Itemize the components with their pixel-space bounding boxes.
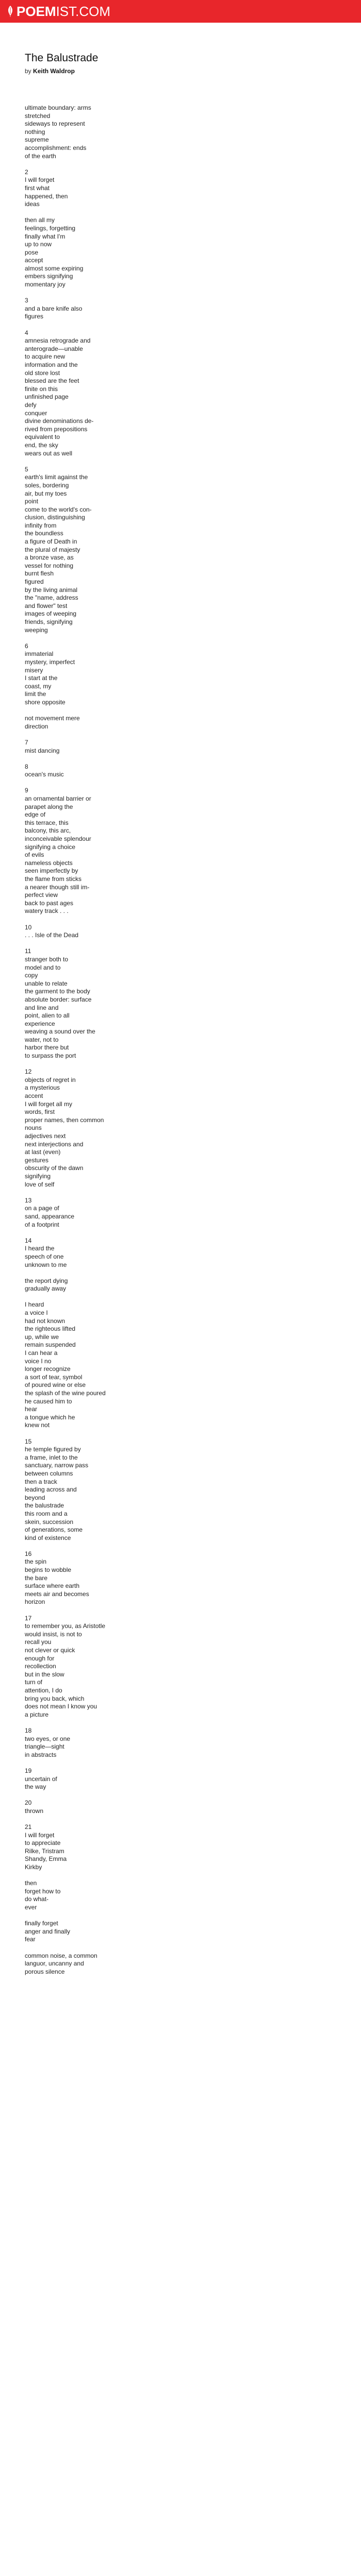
poem-stanza <box>25 104 334 160</box>
poem-line: Shandy, Emma <box>25 1855 67 1863</box>
poem-line: to appreciate <box>25 1839 61 1847</box>
poem-line: Rilke, Tristram <box>25 1847 64 1855</box>
poem-line: point, alien to all <box>25 1012 70 1020</box>
poem-line: longer recognize <box>25 1365 71 1373</box>
poem-line: edge of <box>25 811 46 819</box>
poem-line: bring you back, which <box>25 1694 85 1702</box>
poem-line: figured <box>25 578 44 586</box>
poem-line: finite on this <box>25 385 58 393</box>
poem-line: on a page of <box>25 1205 59 1212</box>
poem-stanza <box>25 947 334 1060</box>
poem-line: the garment to the body <box>25 988 90 995</box>
poem-stanza <box>25 1550 334 1606</box>
poem-line: 14 <box>25 1236 32 1244</box>
poem-line: 17 <box>25 1614 32 1622</box>
poem-stanza <box>25 1767 334 1791</box>
poem-line: between columns <box>25 1469 73 1477</box>
poem-stanza <box>25 1920 334 1944</box>
poem-line: then a track <box>25 1478 57 1485</box>
poem-line: but in the slow <box>25 1670 64 1678</box>
poem-line: anger and finally <box>25 1927 71 1935</box>
poem-stanza <box>25 1879 334 1911</box>
poem-line: shore opposite <box>25 698 65 706</box>
byline <box>25 67 334 75</box>
poem-line: and flower" test <box>25 602 68 609</box>
poem-line: ideas <box>25 200 40 208</box>
poem-line: 12 <box>25 1068 32 1076</box>
poem-stanza <box>25 1068 334 1189</box>
poem-line: momentary joy <box>25 281 65 289</box>
poem-line: gradually away <box>25 1285 67 1293</box>
poem-line: amnesia retrograde and <box>25 337 91 345</box>
poem-line: 7 <box>25 738 28 746</box>
poem-line: figures <box>25 313 44 320</box>
poem-line: enough for <box>25 1654 55 1662</box>
poem-line: accent <box>25 1092 43 1100</box>
poem-line: thrown <box>25 1807 44 1815</box>
poem-line: 16 <box>25 1550 32 1557</box>
poem-line: equivalent to <box>25 433 60 441</box>
poem-line: accept <box>25 257 43 264</box>
poem-stanza <box>25 216 334 289</box>
poem-line: obscurity of the dawn <box>25 1164 84 1172</box>
poem-line: of a footprint <box>25 1221 59 1228</box>
poem-line: Kirkby <box>25 1863 42 1871</box>
poem-stanza <box>25 924 334 940</box>
poem-line: surface where earth <box>25 1582 80 1590</box>
poem-line: blessed are the feet <box>25 377 79 385</box>
poem-stanza <box>25 1197 334 1229</box>
poem-line: objects of regret in <box>25 1076 76 1083</box>
poem-line: ever <box>25 1904 37 1911</box>
poem-line: back to past ages <box>25 899 74 907</box>
poem-content <box>25 52 334 1984</box>
poem-line: copy <box>25 972 38 979</box>
poem-stanza <box>25 1823 334 1872</box>
poem-line: of generations, some <box>25 1526 83 1534</box>
poem-line: almost some expiring <box>25 264 84 272</box>
poem-line: inconceivable splendour <box>25 835 91 843</box>
poem-line: 6 <box>25 642 28 650</box>
poem-line: infinity from <box>25 521 57 529</box>
poem-line: 5 <box>25 465 28 473</box>
poem-line: turn of <box>25 1679 43 1686</box>
poem-line: defy <box>25 401 37 409</box>
poem-line: parapet along the <box>25 803 73 810</box>
poem-line: the spin <box>25 1558 47 1566</box>
author-link[interactable]: Keith Waldrop <box>33 67 75 75</box>
poem-line: harbor there but <box>25 1044 69 1052</box>
poem-line: stretched <box>25 112 51 120</box>
poem-line: come to the world's con- <box>25 505 92 513</box>
poem-line: stranger both to <box>25 955 69 963</box>
poem-line: the bare <box>25 1574 48 1582</box>
poem-line: mystery, imperfect <box>25 658 75 666</box>
poem-line: attention, I do <box>25 1686 62 1694</box>
poem-line: coast, my <box>25 682 52 690</box>
poem-line: 20 <box>25 1799 32 1807</box>
poem-line: nouns <box>25 1124 42 1132</box>
poem-line: soles, bordering <box>25 481 69 489</box>
poem-line: limit the <box>25 690 46 698</box>
poem-line: vessel for nothing <box>25 562 74 569</box>
poem-line: misery <box>25 666 43 674</box>
poem-line: sideways to represent <box>25 120 85 128</box>
poem-line: sanctuary, narrow pass <box>25 1462 89 1469</box>
poem-line: air, but my toes <box>25 489 67 497</box>
poem-line: model and to <box>25 963 61 971</box>
poem-stanza <box>25 715 334 731</box>
poem-line: uncertain of <box>25 1775 57 1783</box>
poem-line: perfect view <box>25 891 58 899</box>
poem-line: finally what I'm <box>25 232 65 240</box>
poem-line: of evils <box>25 851 44 859</box>
poem-line: weaving a sound over the <box>25 1028 95 1036</box>
poem-line: ultimate boundary: arms <box>25 104 91 111</box>
poem-line: to acquire new <box>25 353 65 361</box>
poem-stanza <box>25 1615 334 1719</box>
poem-line: unknown to me <box>25 1261 67 1268</box>
poem-line: 21 <box>25 1823 32 1831</box>
poem-line: a frame, inlet to the <box>25 1453 78 1461</box>
poem-line: I heard the <box>25 1245 55 1252</box>
poem-line: 13 <box>25 1196 32 1204</box>
poem-line: to surpass the port <box>25 1052 76 1060</box>
poem-line: the report dying <box>25 1277 68 1284</box>
poem-stanza <box>25 763 334 779</box>
poem-line: forget how to <box>25 1887 61 1895</box>
poem-line: 15 <box>25 1437 32 1445</box>
poem-line: 4 <box>25 329 28 336</box>
poem-line: voice I no <box>25 1357 52 1365</box>
poem-line: sand, appearance <box>25 1212 75 1220</box>
poem-line: fear <box>25 1936 36 1943</box>
poem-line: does not mean I know you <box>25 1703 97 1710</box>
poem-stanza <box>25 1237 334 1269</box>
poem-line: burnt flesh <box>25 570 54 578</box>
poem-stanza <box>25 329 334 458</box>
poem-line: I will forget <box>25 1831 55 1839</box>
poem-line: friends, signifying <box>25 618 73 625</box>
poem-line: I will forget all my <box>25 1100 73 1108</box>
site-logo-text <box>17 5 110 18</box>
poem-line: 8 <box>25 762 28 770</box>
poem-line: first what <box>25 184 50 192</box>
poem-line: divine denominations de- <box>25 417 94 425</box>
poem-line: then all my <box>25 216 55 224</box>
poem-line: direction <box>25 722 48 730</box>
poem-line: ocean's music <box>25 771 64 778</box>
by-label: by <box>25 67 31 75</box>
poem-line: finally forget <box>25 1920 58 1927</box>
poem-line: next interjections and <box>25 1140 84 1148</box>
poem-line: supreme <box>25 136 49 144</box>
poem-line: the "name, address <box>25 594 78 602</box>
poem-line: pose <box>25 248 39 256</box>
poem-line: love of self <box>25 1180 55 1188</box>
poem-line: embers signifying <box>25 273 73 280</box>
poem-line: recollection <box>25 1663 56 1670</box>
poem-line: nothing <box>25 128 45 135</box>
poem-line: beyond <box>25 1494 45 1501</box>
poem-line: and a bare knife also <box>25 304 83 312</box>
poem-line: balcony, this arc, <box>25 827 71 835</box>
poem-line: common noise, a common <box>25 1952 97 1959</box>
poem-line: clusion, distinguishing <box>25 514 85 521</box>
poem-stanza <box>25 466 334 634</box>
poem-line: an ornamental barrier or <box>25 795 91 803</box>
poem-line: immaterial <box>25 650 54 658</box>
poem-line: images of weeping <box>25 610 77 618</box>
poem-line: he caused him to <box>25 1397 72 1405</box>
poem-line: a voice I <box>25 1309 48 1317</box>
poem-line: signifying <box>25 1172 51 1180</box>
poem-line: old store lost <box>25 369 60 377</box>
poem-line: unable to relate <box>25 979 68 987</box>
poem-line: adjectives next <box>25 1132 66 1140</box>
poem-line: not movement mere <box>25 715 80 722</box>
poem-line: languor, uncanny and <box>25 1960 84 1968</box>
poem-line: to remember you, as Aristotle <box>25 1622 106 1630</box>
poem-title: The Balustrade <box>25 52 99 64</box>
poem-line: of the earth <box>25 152 56 160</box>
poem-line: a picture <box>25 1710 49 1718</box>
poem-line: mist dancing <box>25 747 60 754</box>
poem-line: the splash of the wine poured <box>25 1389 106 1397</box>
site-logo[interactable] <box>7 5 110 18</box>
poem-line: feelings, forgetting <box>25 224 76 232</box>
poem-line: knew not <box>25 1421 50 1429</box>
poem-line: end, the sky <box>25 441 58 449</box>
poem-line: a tongue which he <box>25 1413 75 1421</box>
quill-pen-icon <box>7 6 13 17</box>
poem-stanza <box>25 1727 334 1759</box>
poem-line: 11 <box>25 947 31 955</box>
poem-line: . . . Isle of the Dead <box>25 931 79 939</box>
poem-line: do what- <box>25 1895 49 1903</box>
poem-line: this room and a <box>25 1510 68 1517</box>
poem-line: in abstracts <box>25 1751 57 1758</box>
poem-stanza <box>25 1277 334 1293</box>
poem-line: gestures <box>25 1156 49 1164</box>
poem-line: the flame from sticks <box>25 875 82 883</box>
logo-text-bold: POEM <box>17 4 56 19</box>
poem-stanza <box>25 1799 334 1815</box>
poem-line: porous silence <box>25 1968 65 1975</box>
poem-line: a bronze vase, as <box>25 554 74 562</box>
poem-stanza <box>25 168 334 209</box>
poem-line: absolute border: surface <box>25 995 92 1003</box>
poem-line: water, not to <box>25 1036 59 1043</box>
poem-line: experience <box>25 1020 55 1027</box>
poem-line: the way <box>25 1783 46 1791</box>
poem-line: triangle—sight <box>25 1743 64 1751</box>
poem-line: recall you <box>25 1638 52 1646</box>
poem-line: a sort of tear, symbol <box>25 1373 83 1381</box>
poem-line: had not known <box>25 1317 65 1325</box>
poem-line: the balustrade <box>25 1502 64 1510</box>
poem-line: not clever or quick <box>25 1647 75 1654</box>
poem-line: hear <box>25 1405 38 1413</box>
poem-stanza <box>25 1952 334 1976</box>
poem-line: the plural of majesty <box>25 546 80 553</box>
poem-stanza <box>25 642 334 707</box>
top-bar <box>0 0 361 23</box>
poem-line: up to now <box>25 241 52 248</box>
poem-stanza <box>25 297 334 321</box>
poem-line: speech of one <box>25 1252 64 1260</box>
poem-line: a figure of Death in <box>25 538 77 546</box>
poem-line: at last (even) <box>25 1148 61 1156</box>
poem-line: meets air and becomes <box>25 1590 89 1598</box>
poem-line: weeping <box>25 626 48 634</box>
poem-line: a nearer though still im- <box>25 883 90 891</box>
poem-line: he temple figured by <box>25 1446 81 1453</box>
poem-line: I heard <box>25 1301 44 1309</box>
poem-line: a mysterious <box>25 1084 60 1092</box>
poem-line: horizon <box>25 1598 45 1606</box>
poem-line: happened, then <box>25 192 68 200</box>
poem-line: by the living animal <box>25 586 78 594</box>
poem-line: the boundless <box>25 530 63 537</box>
poem-line: I start at the <box>25 674 58 682</box>
poem-stanza <box>25 1438 334 1543</box>
poem-line: information and the <box>25 361 78 368</box>
poem-line: I will forget <box>25 176 55 184</box>
poem-line: then <box>25 1879 37 1887</box>
poem-line: unfinished page <box>25 393 69 401</box>
poem-stanza <box>25 787 334 916</box>
poem-line: accomplishment: ends <box>25 144 87 151</box>
poem-line: 18 <box>25 1726 32 1734</box>
poem-line: watery track . . . <box>25 907 69 915</box>
poem-line: wears out as well <box>25 449 73 457</box>
poem-line: rived from prepositions <box>25 425 88 433</box>
poem-line: this terrace, this <box>25 819 69 826</box>
poem-line: 3 <box>25 297 28 304</box>
poem-line: remain suspended <box>25 1341 76 1349</box>
poem-line: 2 <box>25 168 28 176</box>
poem-line: would insist, is not to <box>25 1630 82 1638</box>
poem-line: skein, succession <box>25 1518 74 1526</box>
poem-line: words, first <box>25 1108 55 1116</box>
poem-stanza <box>25 1301 334 1430</box>
poem-line: and line and <box>25 1004 59 1011</box>
poem-line: I can hear a <box>25 1349 58 1357</box>
poem-stanza <box>25 739 334 755</box>
poem-line: of poured wine or else <box>25 1381 86 1389</box>
poem-line: two eyes, or one <box>25 1735 71 1742</box>
poem-body <box>25 104 334 1976</box>
poem-line: signifying a choice <box>25 843 76 851</box>
poem-line: leading across and <box>25 1486 77 1494</box>
poem-line: kind of existence <box>25 1534 71 1541</box>
poem-line: proper names, then common <box>25 1116 104 1124</box>
poem-line: anterograde—unable <box>25 345 83 352</box>
logo-text-light: IST.COM <box>56 4 111 19</box>
poem-line: earth's limit against the <box>25 473 88 481</box>
poem-line: point <box>25 498 39 505</box>
poem-line: begins to wobble <box>25 1566 72 1574</box>
poem-line: up, while we <box>25 1333 59 1341</box>
poem-line: the righteous lifted <box>25 1325 76 1333</box>
poem-line: seen imperfectly by <box>25 867 78 875</box>
poem-line: 19 <box>25 1767 32 1774</box>
poem-line: 9 <box>25 787 28 794</box>
poem-line: conquer <box>25 409 47 417</box>
poem-line: 10 <box>25 923 32 931</box>
poem-line: nameless objects <box>25 859 73 867</box>
